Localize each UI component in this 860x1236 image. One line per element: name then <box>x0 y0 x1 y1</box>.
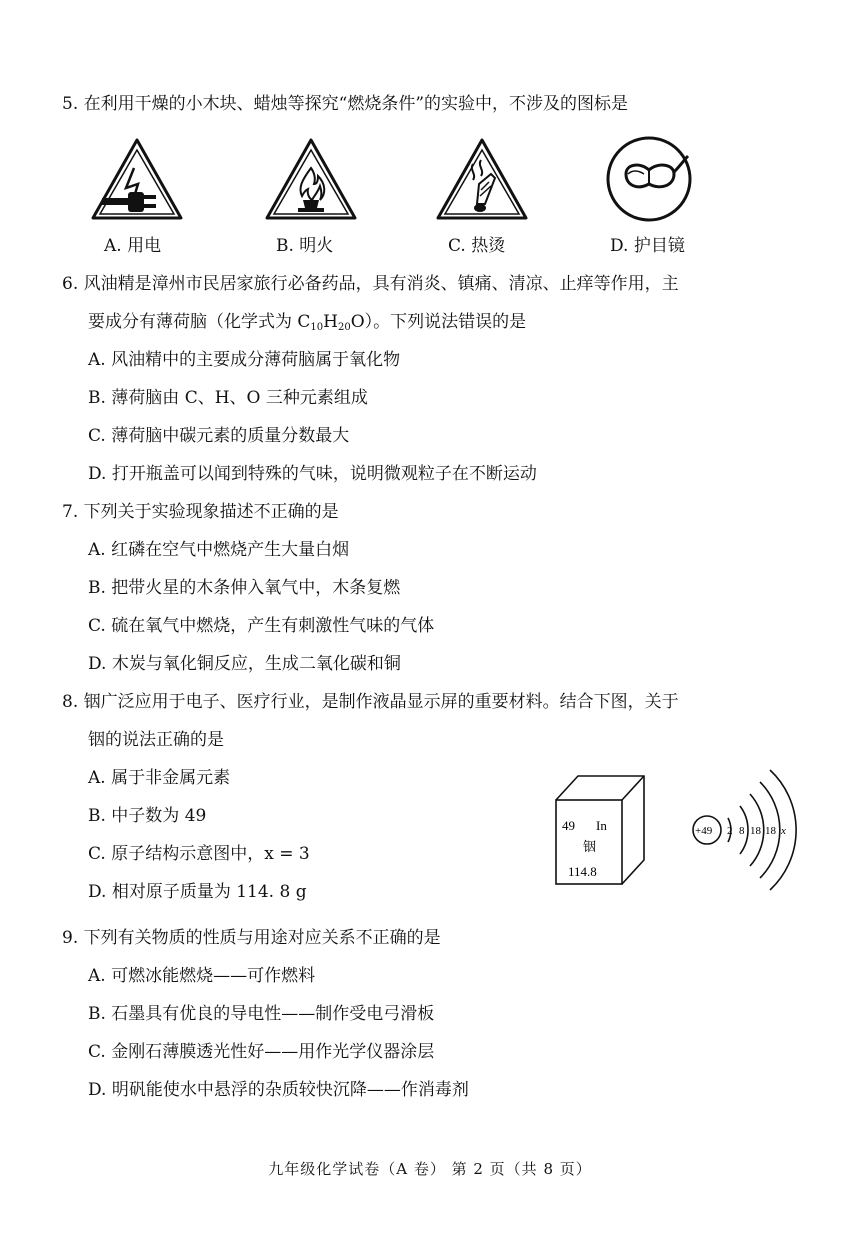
goggles-icon <box>604 134 698 224</box>
q5-option-b: B. 明火 <box>276 236 334 256</box>
q6-formula-sub-hydrogen: 20 <box>337 322 351 333</box>
atom-nucleus-charge: +49 <box>695 825 713 837</box>
shell-1-electrons: 2 <box>727 825 733 837</box>
q6-formula-h: H <box>323 312 338 332</box>
atom-structure-diagram <box>690 766 800 894</box>
q8-option-b: B. 中子数为 49 <box>88 806 207 826</box>
q8-option-d: D. 相对原子质量为 114. 8 g <box>88 882 307 902</box>
q5-option-a: A. 用电 <box>104 236 162 256</box>
q7-option-d: D. 木炭与氧化铜反应，生成二氧化碳和铜 <box>88 654 401 674</box>
shell-3-electrons: 18 <box>750 825 761 837</box>
q6-stem-line1: 6. 风油精是漳州市民居家旅行必备药品，具有消炎、镇痛、清凉、止痒等作用，主 <box>62 274 679 294</box>
open-flame-warning-icon <box>262 134 360 224</box>
q8-stem-line2: 铟的说法正确的是 <box>88 730 224 750</box>
q9-option-a: A. 可燃冰能燃烧——可作燃料 <box>88 966 316 986</box>
q9-stem: 9. 下列有关物质的性质与用途对应关系不正确的是 <box>62 928 441 948</box>
electricity-warning-icon <box>88 134 186 224</box>
q9-option-d: D. 明矾能使水中悬浮的杂质较快沉降——作消毒剂 <box>88 1080 469 1100</box>
element-relative-mass: 114.8 <box>568 864 597 879</box>
q7-stem: 7. 下列关于实验现象描述不正确的是 <box>62 502 339 522</box>
shell-5-electrons: x <box>781 825 786 837</box>
q8-option-a: A. 属于非金属元素 <box>88 768 231 788</box>
shell-4-electrons: 18 <box>765 825 776 837</box>
q5-stem: 5. 在利用干燥的小木块、蜡烛等探究“燃烧条件”的实验中，不涉及的图标是 <box>62 94 629 114</box>
q9-option-c: C. 金刚石薄膜透光性好——用作光学仪器涂层 <box>88 1042 435 1062</box>
q6-stem-post: O）。下列说法错误的是 <box>350 312 527 332</box>
element-symbol: In <box>596 818 607 833</box>
q7-option-c: C. 硫在氧气中燃烧，产生有刺激性气味的气体 <box>88 616 435 636</box>
q6-option-b: B. 薄荷脑由 C、H、O 三种元素组成 <box>88 388 368 408</box>
q7-option-b: B. 把带火星的木条伸入氧气中，木条复燃 <box>88 578 401 598</box>
q6-option-d: D. 打开瓶盖可以闻到特殊的气味，说明微观粒子在不断运动 <box>88 464 537 484</box>
q6-option-c: C. 薄荷脑中碳元素的质量分数最大 <box>88 426 350 446</box>
q8-option-c: C. 原子结构示意图中，x = 3 <box>88 844 310 864</box>
page-footer: 九年级化学试卷（A 卷） 第 2 页（共 8 页） <box>268 1160 592 1178</box>
shell-2-electrons: 8 <box>739 825 745 837</box>
q6-stem-line2 <box>88 310 526 334</box>
q9-option-b: B. 石墨具有优良的导电性——制作受电弓滑板 <box>88 1004 435 1024</box>
q5-option-c: C. 热烫 <box>448 236 506 256</box>
q7-option-a: A. 红磷在空气中燃烧产生大量白烟 <box>88 540 350 560</box>
hot-surface-warning-icon <box>433 134 531 224</box>
element-cube-diagram <box>552 768 648 890</box>
element-atomic-number: 49 <box>562 818 575 833</box>
q6-stem-pre: 要成分有薄荷脑（化学式为 C <box>88 312 311 332</box>
q6-formula-sub-carbon: 10 <box>310 322 324 333</box>
element-name: 铟 <box>583 840 597 855</box>
q6-option-a: A. 风油精中的主要成分薄荷脑属于氧化物 <box>88 350 401 370</box>
q8-stem-line1: 8. 铟广泛应用于电子、医疗行业，是制作液晶显示屏的重要材料。结合下图，关于 <box>62 692 679 712</box>
q5-option-d: D. 护目镜 <box>610 236 685 256</box>
